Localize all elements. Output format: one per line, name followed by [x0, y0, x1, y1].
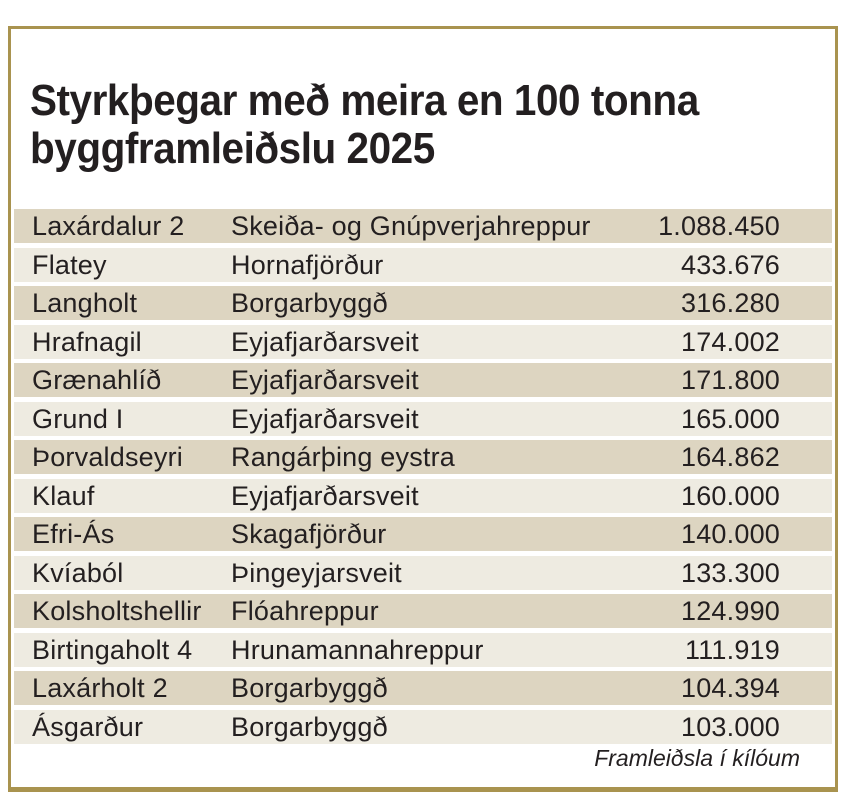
production-value-cell: 164.862	[681, 442, 780, 472]
production-value-cell: 103.000	[681, 711, 780, 742]
municipality-cell: Borgarbyggð	[231, 288, 388, 318]
farm-name-cell: Kvíaból	[32, 557, 124, 588]
farm-name-cell: Langholt	[32, 288, 138, 318]
municipality-cell: Skagafjörður	[231, 519, 387, 549]
production-value-cell: 133.300	[681, 557, 780, 588]
production-value-cell: 174.002	[681, 326, 780, 357]
table-row	[14, 479, 832, 513]
production-value-cell: 165.000	[681, 403, 780, 434]
table-row	[14, 248, 832, 282]
farm-name-cell: Grund I	[32, 403, 124, 434]
content-frame	[8, 26, 838, 792]
farm-name-cell: Birtingaholt 4	[32, 634, 193, 665]
production-value-cell: 104.394	[681, 673, 780, 703]
production-value-cell: 111.919	[685, 634, 780, 665]
production-table	[14, 209, 832, 748]
table-row	[14, 517, 832, 551]
municipality-cell: Eyjafjarðarsveit	[231, 365, 419, 395]
municipality-cell: Hrunamannahreppur	[231, 634, 484, 665]
farm-name-cell: Klauf	[32, 480, 95, 511]
production-value-cell: 160.000	[681, 480, 780, 511]
page-title-line-2: byggframleiðslu 2025	[30, 124, 435, 173]
table-row	[14, 209, 832, 243]
farm-name-cell: Flatey	[32, 249, 107, 280]
production-value-cell: 171.800	[681, 365, 780, 395]
production-value-cell: 124.990	[681, 596, 780, 626]
municipality-cell: Þingeyjarsveit	[231, 557, 402, 588]
production-value-cell: 316.280	[681, 288, 780, 318]
municipality-cell: Borgarbyggð	[231, 673, 388, 703]
table-row	[14, 671, 832, 705]
farm-name-cell: Laxárdalur 2	[32, 211, 185, 241]
municipality-cell: Borgarbyggð	[231, 711, 388, 742]
farm-name-cell: Grænahlíð	[32, 365, 162, 395]
production-value-cell: 140.000	[681, 519, 780, 549]
table-row	[14, 402, 832, 436]
farm-name-cell: Laxárholt 2	[32, 673, 168, 703]
municipality-cell: Eyjafjarðarsveit	[231, 480, 419, 511]
page-title-line-1: Styrkþegar með meira en 100 tonna	[30, 76, 699, 125]
farm-name-cell: Þorvaldseyri	[32, 442, 183, 472]
municipality-cell: Rangárþing eystra	[231, 442, 456, 472]
table-row	[14, 710, 832, 744]
table-row	[14, 286, 832, 320]
table-row	[14, 440, 832, 474]
municipality-cell: Eyjafjarðarsveit	[231, 326, 419, 357]
table-row	[14, 363, 832, 397]
production-value-cell: 1.088.450	[658, 211, 780, 241]
municipality-cell: Hornafjörður	[231, 249, 384, 280]
farm-name-cell: Efri-Ás	[32, 519, 115, 549]
farm-name-cell: Hrafnagil	[32, 326, 142, 357]
production-unit-note: Framleiðsla í kílóum	[594, 745, 800, 771]
municipality-cell: Flóahreppur	[231, 596, 379, 626]
municipality-cell: Eyjafjarðarsveit	[231, 403, 419, 434]
table-row	[14, 556, 832, 590]
table-row	[14, 325, 832, 359]
farm-name-cell: Ásgarður	[32, 711, 144, 742]
municipality-cell: Skeiða- og Gnúpverjahreppur	[231, 211, 591, 241]
table-row	[14, 633, 832, 667]
page-title	[30, 77, 699, 173]
table-row	[14, 594, 832, 628]
farm-name-cell: Kolsholtshellir	[32, 596, 202, 626]
production-value-cell: 433.676	[681, 249, 780, 280]
